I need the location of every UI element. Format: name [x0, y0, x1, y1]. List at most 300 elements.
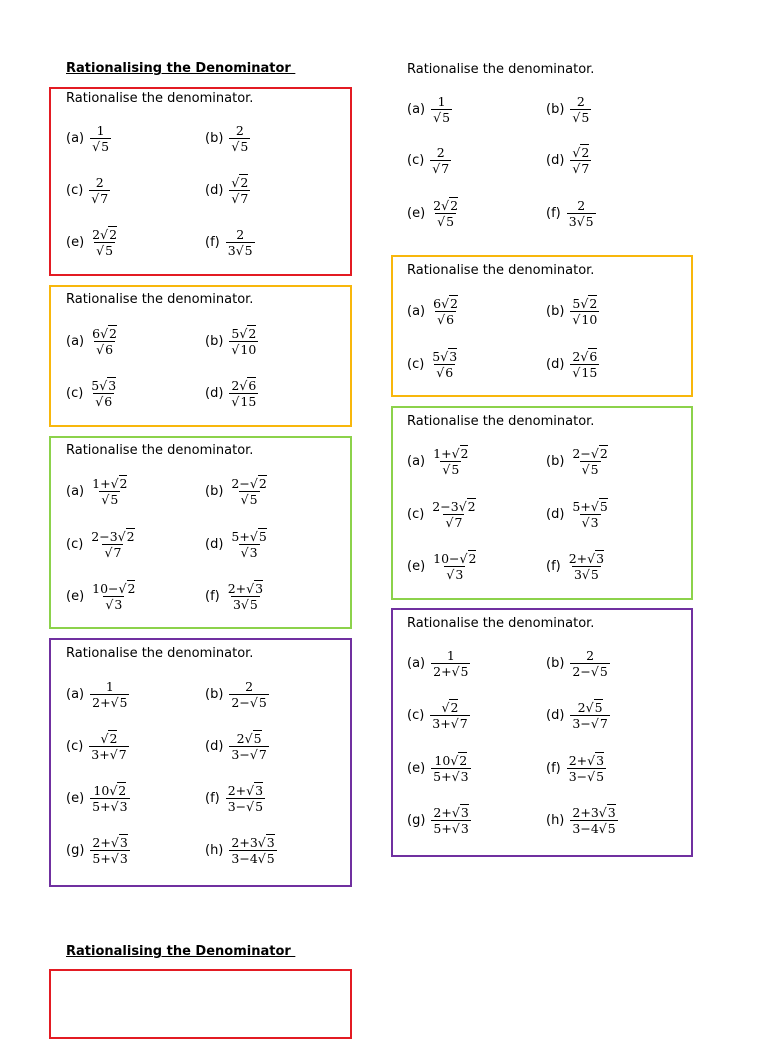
radicand: 2 — [248, 325, 257, 341]
radicand: 2 — [109, 325, 117, 341]
radicand: 3 — [460, 768, 469, 784]
radicand: 5 — [119, 694, 128, 710]
question-label: (a) — [407, 101, 426, 117]
question-item — [66, 579, 137, 613]
question-item — [546, 497, 610, 531]
question-label: (d) — [546, 506, 565, 522]
math-term: 2 — [236, 730, 245, 746]
fraction — [570, 349, 599, 380]
question-item — [546, 803, 618, 837]
radicand: 5 — [599, 663, 608, 679]
math-term: 5+ — [231, 528, 250, 544]
sqrt-symbol: √15 — [231, 393, 257, 409]
fraction — [89, 529, 136, 560]
numerator — [95, 123, 107, 138]
question-item — [407, 698, 470, 732]
denominator — [570, 160, 591, 176]
radicand: 3 — [607, 804, 616, 820]
denominator — [435, 311, 456, 327]
question-label: (c) — [66, 738, 84, 754]
radicand: 7 — [100, 190, 109, 206]
numerator — [570, 805, 617, 820]
question-label: (c) — [407, 506, 425, 522]
question-item — [66, 833, 130, 867]
math-term: 1 — [105, 678, 114, 694]
sqrt-symbol: √2 — [231, 174, 249, 190]
math-term: 2+ — [227, 782, 247, 798]
fraction — [570, 94, 591, 125]
math-term: 2−3 — [432, 498, 459, 514]
question-item — [546, 549, 606, 583]
math-term: 3−4 — [572, 820, 599, 836]
radicand: 7 — [459, 715, 468, 731]
numerator — [89, 378, 118, 393]
sqrt-symbol: √7 — [450, 715, 468, 731]
radicand: 5 — [594, 699, 603, 715]
fraction — [567, 551, 606, 582]
question-item — [407, 143, 451, 177]
fraction — [90, 227, 119, 258]
math-term: 2 — [433, 197, 442, 213]
denominator — [444, 566, 465, 582]
radicand: 5 — [249, 491, 258, 507]
radicand: 2 — [599, 445, 608, 461]
numerator — [229, 378, 258, 393]
fraction — [431, 198, 460, 229]
question-item — [205, 121, 250, 155]
denominator — [229, 393, 258, 409]
radicand: 5 — [590, 461, 599, 477]
radicand: 2 — [240, 174, 249, 190]
numerator — [229, 175, 250, 190]
sqrt-symbol: √6 — [239, 377, 257, 393]
fraction — [89, 175, 110, 206]
math-term: 5+ — [92, 798, 111, 814]
numerator — [104, 679, 116, 694]
denominator — [431, 663, 470, 679]
question-item — [205, 376, 258, 410]
sqrt-symbol: √6 — [96, 341, 114, 357]
radicand: 6 — [446, 311, 455, 327]
sqrt-symbol: √7 — [109, 746, 127, 762]
denominator — [570, 715, 609, 731]
sqrt-symbol: √3 — [598, 804, 616, 820]
question-item — [205, 677, 269, 711]
math-term: 2− — [572, 663, 591, 679]
denominator — [572, 566, 601, 582]
question-label: (e) — [66, 588, 85, 604]
sqrt-symbol: √5 — [244, 730, 262, 746]
question-label: (d) — [205, 738, 224, 754]
radicand: 3 — [249, 544, 258, 560]
numerator — [431, 296, 460, 311]
radicand: 5 — [101, 138, 110, 154]
numerator — [567, 551, 606, 566]
denominator — [440, 461, 461, 477]
radicand: 6 — [105, 341, 114, 357]
fraction — [570, 446, 609, 477]
question-label: (e) — [407, 558, 426, 574]
question-label: (a) — [66, 333, 85, 349]
numerator — [431, 198, 460, 213]
exercise-box-red-bottom — [49, 969, 352, 1039]
math-term: 2 — [236, 226, 245, 242]
question-item — [407, 92, 452, 126]
question-item — [546, 646, 610, 680]
sqrt-symbol: √2 — [117, 528, 135, 544]
sqrt-symbol: √2 — [572, 144, 590, 160]
radicand: 10 — [240, 341, 257, 357]
question-item — [66, 376, 118, 410]
math-term: 2+3 — [231, 834, 258, 850]
sqrt-symbol: √7 — [249, 746, 267, 762]
question-item — [407, 497, 478, 531]
question-item — [66, 121, 111, 155]
fraction — [570, 145, 591, 176]
denominator — [431, 768, 470, 784]
question-label: (h) — [205, 842, 224, 858]
exercise-prompt: Rationalise the denominator. — [407, 263, 595, 278]
math-term: 2+ — [568, 752, 588, 768]
radicand: 3 — [590, 514, 599, 530]
math-term: 1+ — [433, 445, 452, 461]
question-item — [205, 833, 277, 867]
fraction — [570, 296, 599, 327]
math-term: 2+ — [433, 804, 452, 820]
denominator — [93, 393, 114, 409]
sqrt-symbol: √5 — [451, 663, 469, 679]
question-item — [407, 444, 470, 478]
sqrt-symbol: √3 — [587, 550, 605, 566]
radicand: 3 — [255, 782, 264, 798]
numerator — [431, 805, 470, 820]
math-term: 2 — [245, 678, 254, 694]
radicand: 5 — [255, 798, 264, 814]
sqrt-symbol: √2 — [450, 752, 468, 768]
numerator — [584, 648, 596, 663]
question-label: (f) — [205, 790, 220, 806]
fraction — [431, 753, 470, 784]
radicand: 7 — [113, 544, 122, 560]
denominator — [570, 820, 617, 836]
radicand: 5 — [240, 138, 249, 154]
question-label: (d) — [205, 182, 224, 198]
numerator — [567, 753, 606, 768]
fraction — [229, 175, 250, 206]
sqrt-symbol: √5 — [581, 461, 599, 477]
denominator — [94, 341, 115, 357]
math-term: 2 — [92, 226, 101, 242]
math-term: 3− — [568, 768, 588, 784]
numerator — [234, 123, 246, 138]
math-term: 2+ — [227, 580, 247, 596]
sqrt-symbol: √5 — [235, 242, 253, 258]
fraction — [229, 123, 250, 154]
radicand: 2 — [589, 295, 598, 311]
sqrt-symbol: √5 — [598, 820, 616, 836]
math-term: 1+ — [92, 475, 111, 491]
math-term: 2 — [586, 647, 595, 663]
question-label: (b) — [546, 303, 565, 319]
question-label: (e) — [66, 790, 85, 806]
numerator — [91, 783, 128, 798]
sqrt-symbol: √2 — [459, 550, 477, 566]
sqrt-symbol: √5 — [587, 768, 605, 784]
question-label: (d) — [546, 152, 565, 168]
numerator — [90, 476, 129, 491]
denominator — [90, 694, 129, 710]
sqrt-symbol: √3 — [110, 850, 128, 866]
sqrt-symbol: √3 — [246, 580, 264, 596]
question-label: (c) — [407, 356, 425, 372]
sqrt-symbol: √5 — [572, 109, 590, 125]
exercise-prompt: Rationalise the denominator. — [407, 62, 595, 77]
radicand: 2 — [450, 197, 459, 213]
question-label: (d) — [546, 356, 565, 372]
math-term: 3+ — [432, 715, 451, 731]
question-label: (a) — [407, 655, 426, 671]
fraction — [229, 476, 268, 507]
math-term: 2 — [436, 144, 445, 160]
question-label: (f) — [205, 588, 220, 604]
question-item — [66, 527, 137, 561]
question-item — [205, 324, 258, 358]
denominator — [430, 160, 451, 176]
radicand: 3 — [266, 834, 275, 850]
radicand: 5 — [590, 566, 599, 582]
denominator — [229, 746, 268, 762]
denominator — [229, 694, 268, 710]
sqrt-symbol: √5 — [576, 213, 594, 229]
sqrt-symbol: √5 — [249, 694, 267, 710]
denominator — [229, 190, 250, 206]
fraction — [90, 476, 129, 507]
question-item — [205, 729, 269, 763]
exercise-prompt: Rationalise the denominator. — [66, 292, 254, 307]
question-label: (h) — [546, 812, 565, 828]
denominator — [94, 242, 115, 258]
fraction — [431, 94, 452, 125]
math-term: 5 — [572, 295, 581, 311]
radicand: 5 — [585, 213, 594, 229]
question-item — [66, 729, 129, 763]
radicand: 15 — [240, 393, 257, 409]
sqrt-symbol: √2 — [590, 445, 608, 461]
question-item — [546, 347, 599, 381]
fraction — [431, 648, 470, 679]
question-label: (g) — [66, 842, 85, 858]
sqrt-symbol: √5 — [437, 213, 455, 229]
numerator — [432, 753, 469, 768]
question-item — [205, 781, 265, 815]
sqrt-symbol: √6 — [436, 364, 454, 380]
fraction — [89, 378, 118, 409]
radicand: 7 — [581, 160, 590, 176]
fraction — [90, 835, 129, 866]
math-term: 10− — [433, 550, 460, 566]
radicand: 2 — [450, 699, 459, 715]
math-term: 2 — [577, 699, 586, 715]
radicand: 10 — [581, 311, 598, 327]
radicand: 2 — [127, 580, 136, 596]
radicand: 3 — [119, 798, 128, 814]
denominator — [103, 596, 124, 612]
math-term: 3− — [572, 715, 591, 731]
math-term: 5+ — [572, 498, 591, 514]
numerator — [229, 835, 276, 850]
denominator — [229, 341, 258, 357]
fraction — [229, 679, 268, 710]
sqrt-symbol: √5 — [101, 491, 119, 507]
sqrt-symbol: √7 — [572, 160, 590, 176]
numerator — [570, 349, 599, 364]
question-label: (a) — [407, 303, 426, 319]
numerator — [229, 476, 268, 491]
math-term: 3 — [568, 213, 577, 229]
question-label: (d) — [205, 385, 224, 401]
denominator — [580, 461, 601, 477]
radicand: 2 — [581, 144, 590, 160]
sqrt-symbol: √2 — [451, 445, 469, 461]
denominator — [90, 850, 129, 866]
radicand: 3 — [460, 804, 469, 820]
radicand: 6 — [104, 393, 113, 409]
numerator — [440, 700, 461, 715]
sqrt-symbol: √10 — [231, 341, 257, 357]
question-label: (c) — [66, 182, 84, 198]
denominator — [431, 820, 470, 836]
radicand: 2 — [258, 475, 267, 491]
sqrt-symbol: √3 — [240, 544, 258, 560]
sqrt-symbol: √3 — [105, 596, 123, 612]
radicand: 15 — [581, 364, 598, 380]
numerator — [575, 198, 587, 213]
math-term: 6 — [92, 325, 101, 341]
fraction — [567, 753, 606, 784]
sqrt-symbol: √6 — [95, 393, 113, 409]
numerator — [89, 529, 136, 544]
radicand: 3 — [114, 596, 123, 612]
fraction — [430, 700, 469, 731]
radicand: 5 — [105, 242, 114, 258]
question-label: (f) — [546, 558, 561, 574]
sqrt-symbol: √2 — [100, 226, 118, 242]
question-item — [546, 294, 599, 328]
numerator — [90, 581, 137, 596]
sqrt-symbol: √3 — [110, 798, 128, 814]
numerator — [90, 227, 119, 242]
math-term: 2+ — [433, 663, 452, 679]
exercise-prompt: Rationalise the denominator. — [66, 443, 254, 458]
fraction — [90, 679, 129, 710]
sqrt-symbol: √3 — [451, 768, 469, 784]
sqrt-symbol: √5 — [231, 138, 249, 154]
radicand: 7 — [441, 160, 450, 176]
sqrt-symbol: √2 — [239, 325, 257, 341]
math-term: 1 — [437, 93, 446, 109]
exercise-prompt: Rationalise the denominator. — [66, 646, 254, 661]
sqrt-symbol: √3 — [99, 377, 117, 393]
question-item — [205, 474, 269, 508]
math-term: 5+ — [433, 820, 452, 836]
question-item — [66, 324, 119, 358]
numerator — [570, 296, 599, 311]
sqrt-symbol: √7 — [445, 514, 463, 530]
sqrt-symbol: √3 — [440, 348, 458, 364]
question-item — [407, 549, 478, 583]
radicand: 3 — [596, 550, 605, 566]
math-term: 3−4 — [231, 850, 258, 866]
math-term: 10 — [93, 782, 110, 798]
sqrt-symbol: √6 — [437, 311, 455, 327]
question-item — [546, 444, 610, 478]
denominator — [90, 798, 129, 814]
question-label: (b) — [546, 101, 565, 117]
math-term: 2 — [576, 93, 585, 109]
radicand: 2 — [119, 475, 128, 491]
sqrt-symbol: √7 — [590, 715, 608, 731]
math-term: 2− — [231, 694, 250, 710]
numerator — [226, 783, 265, 798]
math-term: 2 — [572, 348, 581, 364]
fraction — [431, 805, 470, 836]
question-label: (e) — [407, 205, 426, 221]
question-item — [66, 173, 110, 207]
radicand: 3 — [596, 752, 605, 768]
math-term: 5 — [432, 348, 441, 364]
math-term: 2 — [577, 197, 586, 213]
question-label: (e) — [407, 760, 426, 776]
sqrt-symbol: √7 — [432, 160, 450, 176]
radicand: 2 — [450, 295, 458, 311]
sqrt-symbol: √3 — [110, 834, 128, 850]
fraction — [90, 581, 137, 612]
question-label: (b) — [546, 453, 565, 469]
math-term: 5 — [231, 325, 240, 341]
radicand: 3 — [449, 348, 458, 364]
question-label: (d) — [205, 536, 224, 552]
numerator — [570, 499, 609, 514]
denominator — [99, 491, 120, 507]
math-term: 2−3 — [91, 528, 118, 544]
question-label: (c) — [66, 385, 84, 401]
sqrt-symbol: √2 — [118, 580, 136, 596]
fraction — [226, 227, 255, 258]
math-term: 2 — [231, 377, 240, 393]
radicand: 5 — [253, 730, 262, 746]
question-label: (b) — [205, 686, 224, 702]
math-term: 3+ — [91, 746, 110, 762]
sqrt-symbol: √15 — [572, 364, 598, 380]
radicand: 5 — [110, 491, 119, 507]
radicand: 6 — [445, 364, 454, 380]
numerator — [430, 499, 477, 514]
numerator — [234, 227, 246, 242]
question-label: (b) — [205, 130, 224, 146]
fraction — [567, 198, 596, 229]
sqrt-symbol: √5 — [240, 596, 258, 612]
question-label: (a) — [407, 453, 426, 469]
denominator — [435, 213, 456, 229]
math-term: 5+ — [92, 850, 111, 866]
sqrt-symbol: √7 — [91, 190, 109, 206]
worksheet-title: Rationalising the Denominator — [66, 61, 296, 76]
question-item — [407, 751, 471, 785]
radicand: 2 — [460, 445, 469, 461]
denominator — [430, 715, 469, 731]
question-item — [546, 143, 591, 177]
sqrt-symbol: √5 — [96, 242, 114, 258]
